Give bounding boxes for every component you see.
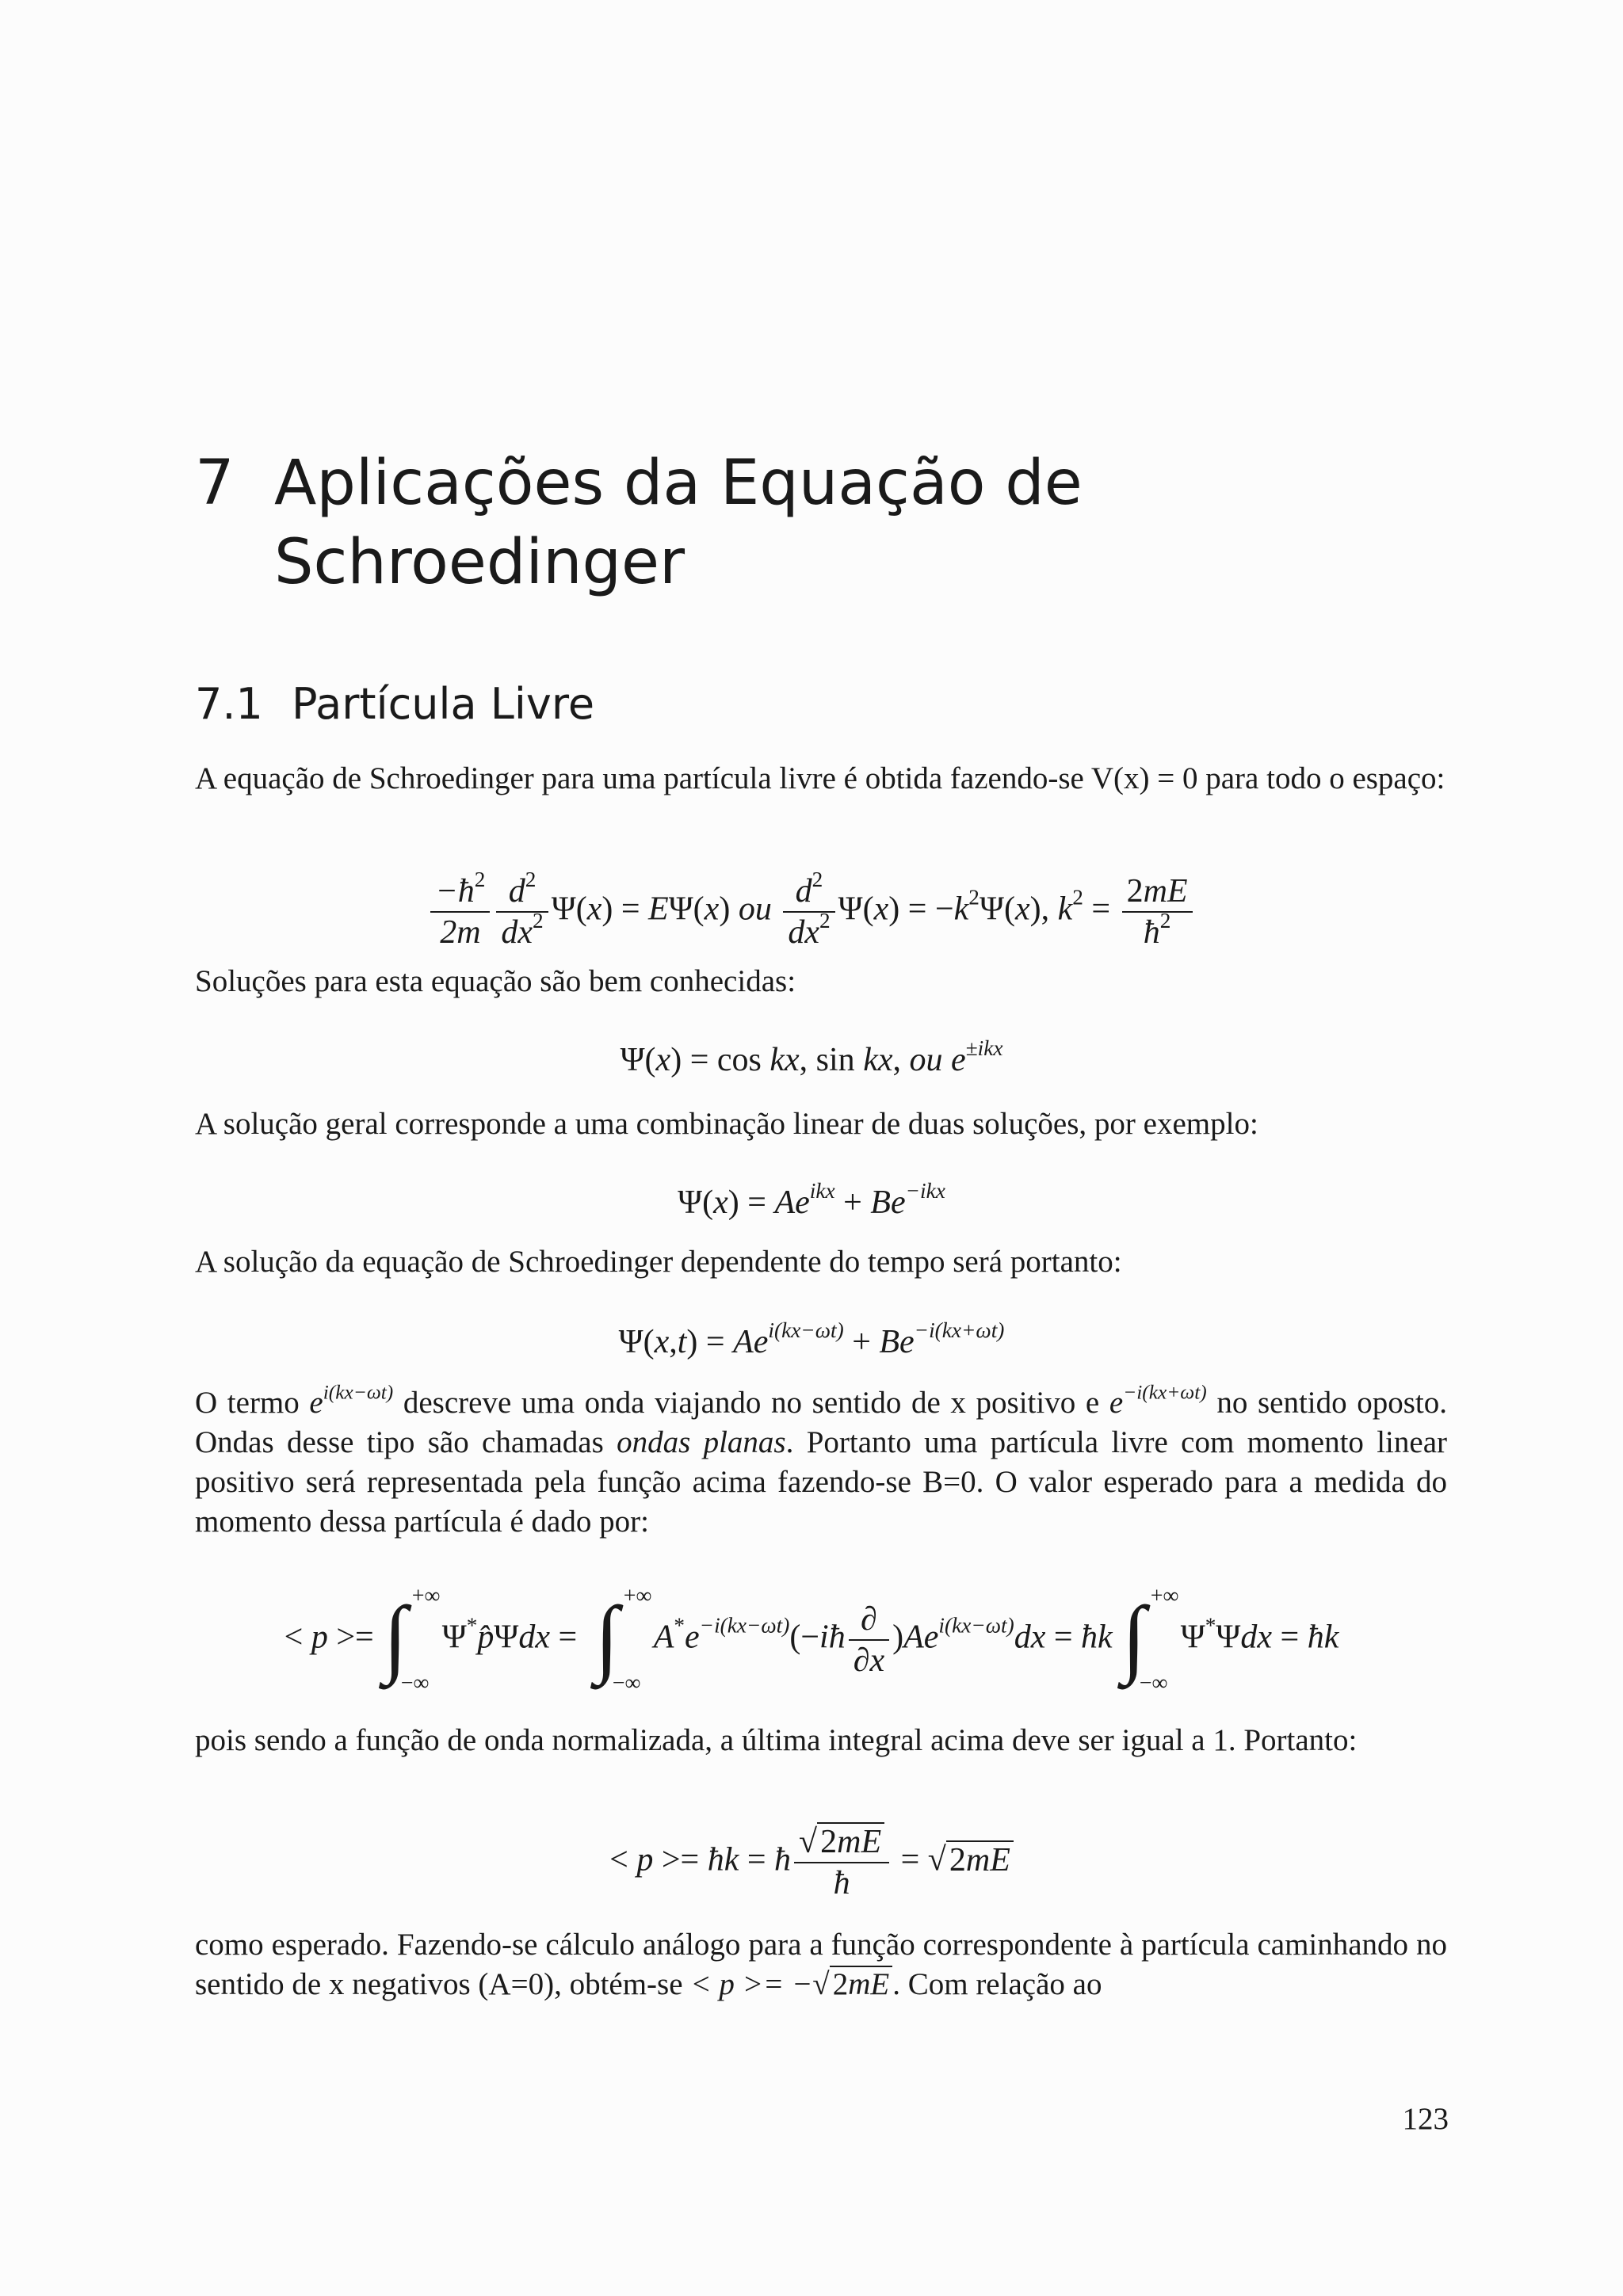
chapter-number: 7 <box>195 448 235 519</box>
paragraph-normalized: pois sendo a função de onda normalizada, a última integral acima deve ser igual a 1. Portanto: <box>195 1723 1358 1757</box>
equation-momentum-expectation: < p >= ∫ +∞ −∞ Ψ*p̂Ψdx = ∫ +∞ −∞ $A^*e^{-i(kx-\omega t)}(-iħ$ $\frac{\partial}{\partial x}$ )$Ae^{i(kx-\omega t)}dx$ = ħk ∫ +∞ −∞ Ψ*Ψdx = ħk <box>284 1584 1339 1695</box>
chapter-heading <box>195 444 1463 602</box>
text-span: . Portanto uma partícula livre com momento linear positivo será representada pela função acima fazendo-se B=0. O valor esperado para a medida do momento dessa partícula é dado por: <box>195 1425 1447 1539</box>
equation-solutions: Ψ(x) = cos kx, sin kx, ou $e^{\pm ikx}$ <box>620 1035 1003 1078</box>
page-number: 123 <box>1402 2102 1449 2136</box>
equation-schroedinger-free: $\frac{-ħ^2}{2m}$ $\frac{d^2}{dx^2}$ Ψ(x) = EΨ(x) ou $\frac{d^2}{dx^2}$ $\Psi(x) = -k^2\Psi(x)$, $k^2$ = $\frac{2mE}{ħ^2}$ <box>0 871 1623 952</box>
equation-time-dependent: $\Psi(x,t) = Ae^{i(kx-\omega t)} + Be^{-i(kx+\omega t)}$ <box>618 1318 1005 1360</box>
text-span: O termo <box>195 1386 300 1420</box>
text-span: no sentido oposto. Ondas desse tipo são chamadas <box>195 1386 1448 1459</box>
paragraph-time-dependent: A solução da equação de Schroedinger dependente do tempo será portanto: <box>195 1245 1122 1279</box>
emphasis-ondas-planas: ondas planas <box>617 1425 786 1459</box>
text-span: descreve uma onda viajando no sentido de x positivo e <box>403 1386 1100 1420</box>
chapter-title: Aplicações da Equação de Schroedinger <box>274 448 1083 598</box>
paragraph-conclusion: como esperado. Fazendo-se cálculo análogo para a função correspondente à partícula caminhando no sentido de x negativos (A=0), obtém-se < p >= −√ 2mE . Com relação ao <box>195 1928 1447 2001</box>
paragraph-plane-waves: O termo $e^{i(kx-\omega t)}$ descreve uma onda viajando no sentido de x positivo e $e^{-i(kx+\omega t)}$ no sentido oposto. Ondas desse tipo são chamadas ondas planas. Portanto uma partícula livre com momento linear positivo será representada pela função acima fazendo-se B=0. O valor esperado para a medida do momento dessa partícula é dado por: <box>195 1381 1448 1539</box>
text-span: . Com relação ao <box>892 1967 1102 2001</box>
text-span: como esperado. Fazendo-se cálculo análogo para a função correspondente à partícula caminhando no sentido de x negativos (A=0), obtém-se <box>195 1928 1447 2001</box>
section-title: Partícula Livre <box>292 679 595 729</box>
paragraph-general-solution: A solução geral corresponde a uma combinação linear de duas soluções, por exemplo: <box>195 1107 1258 1141</box>
paragraph-solutions: Soluções para esta equação são bem conhecidas: <box>195 964 796 998</box>
section-heading <box>195 677 594 732</box>
equation-general-solution: $\Psi(x) = Ae^{ikx} + Be^{-ikx}$ <box>678 1178 945 1221</box>
paragraph-intro: A equação de Schroedinger para uma partícula livre é obtida fazendo-se V(x) = 0 para todo o espaço: <box>195 761 1445 795</box>
section-number: 7.1 <box>195 679 263 729</box>
equation-momentum-result: < p >= ħk = ħ $\frac{√2mE}{ħ}$ = √2mE <box>0 1822 1623 1903</box>
